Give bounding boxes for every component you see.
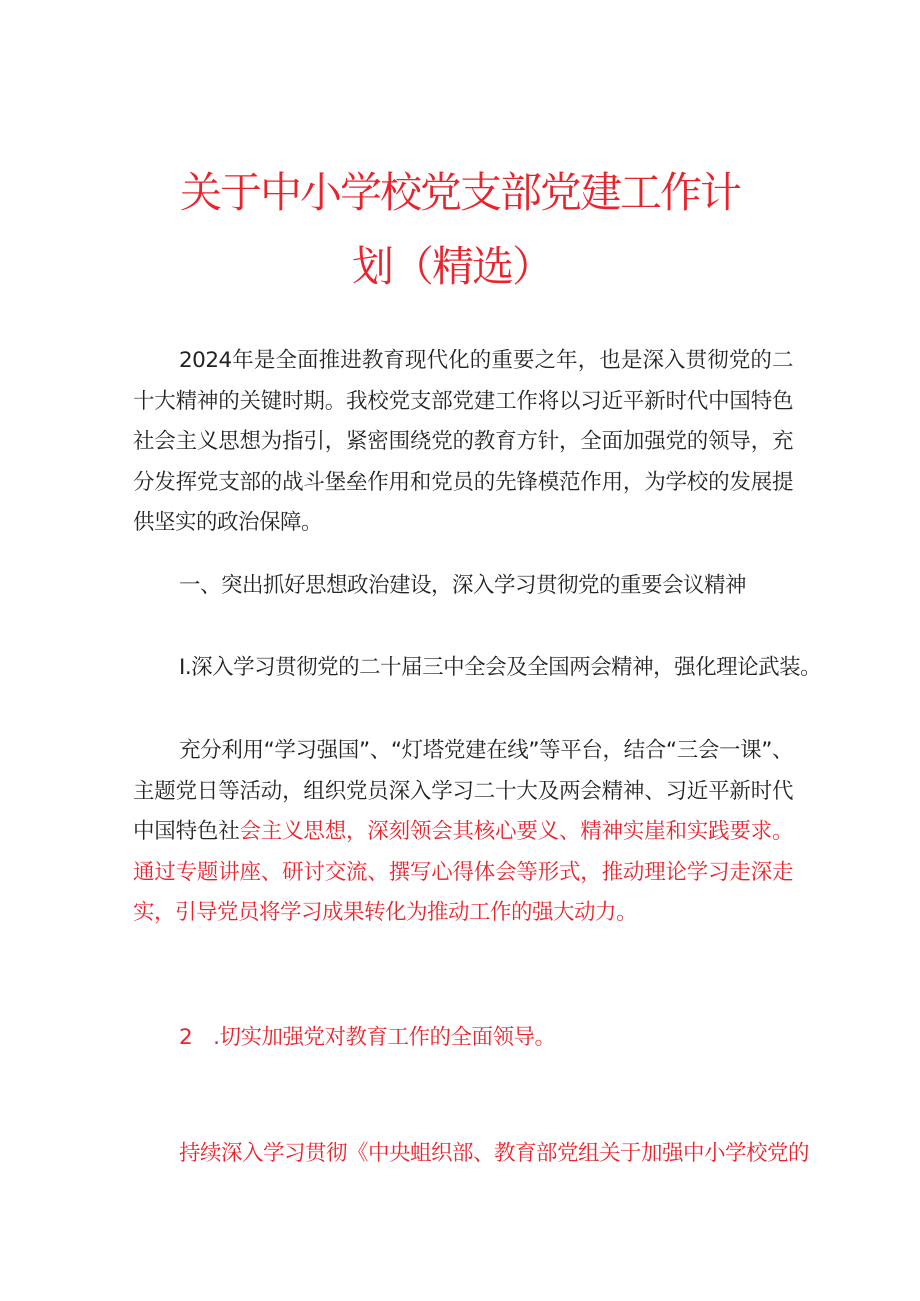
document-title-line-1: 关于中小学校党支部党建工作计 xyxy=(179,168,740,217)
document-title-line-2: 划（精选） xyxy=(351,242,552,291)
item-1-body xyxy=(133,731,793,934)
intro-paragraph xyxy=(133,341,793,544)
section-1-heading: 一、突出抓好思想政治建设，深入学习贯彻党的重要会议精神 xyxy=(179,573,747,598)
item-1-body-black: 充分利用“学习强国”、“灯塔党建在线”等平台，结合“三会一课”、主题党日等活动，组织党员深入学习二十大及两会精神、习近平新时代中国特色社 xyxy=(133,738,793,844)
item-1-heading: I.深入学习贯彻党的二十届三中全会及全国两会精神，强化理论武装。 xyxy=(179,655,822,680)
item-2-body: 持续深入学习贯彻《中央蛆织部、教育部党组关于加强中小学校党的 xyxy=(179,1141,810,1166)
item-1-body-red: 会主义思想，深刻领会其核心要义、精神实崖和实践要求。通过专题讲座、研讨交流、撰写心得体会等形式，推动理论学习走深走实，引导党员将学习成果转化为推动工作的强大动力。 xyxy=(133,819,793,925)
item-2-heading: 2 .切实加强党对教育工作的全面领导。 xyxy=(179,1025,556,1050)
intro-text: 2024年是全面推进教育现代化的重要之年，也是深入贯彻党的二十大精神的关键时期。我校党支部党建工作将以习近平新时代中国特色社会主义思想为指引，紧密围绕党的教育方针，全面加强党的领导，充分发挥党支部的战斗堡垒作用和党员的先锋模范作用，为学校的发展提供坚实的政治保障。 xyxy=(133,348,793,535)
